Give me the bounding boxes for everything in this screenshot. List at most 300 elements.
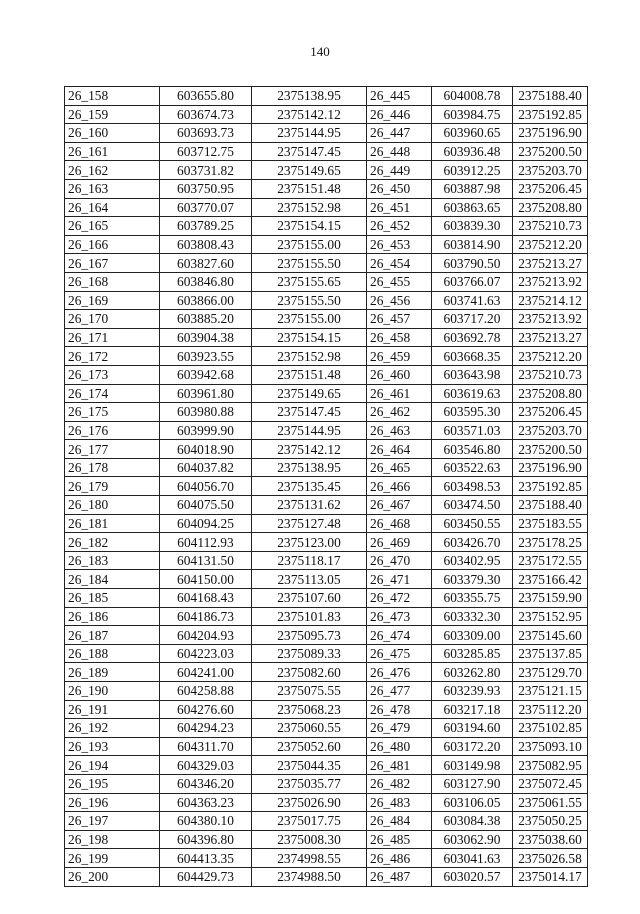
x-coordinate-right-cell: 603106.05 <box>432 793 513 812</box>
table-row <box>65 533 588 552</box>
x-coordinate-right-cell: 603127.90 <box>432 774 513 793</box>
point-id-left-cell: 26_176 <box>65 421 160 440</box>
point-id-right-cell: 26_453 <box>367 235 432 254</box>
point-id-left-cell: 26_194 <box>65 756 160 775</box>
x-coordinate-right-cell: 603887.98 <box>432 179 513 198</box>
point-id-left-cell: 26_192 <box>65 719 160 738</box>
table-row <box>65 365 588 384</box>
y-coordinate-left-cell: 2375138.95 <box>252 458 367 477</box>
y-coordinate-right-cell: 2375200.50 <box>513 142 588 161</box>
x-coordinate-right-cell: 603309.00 <box>432 626 513 645</box>
y-coordinate-right-cell: 2375026.58 <box>513 849 588 868</box>
y-coordinate-left-cell: 2375147.45 <box>252 142 367 161</box>
y-coordinate-left-cell: 2375127.48 <box>252 514 367 533</box>
point-id-right-cell: 26_481 <box>367 756 432 775</box>
y-coordinate-right-cell: 2375203.70 <box>513 161 588 180</box>
x-coordinate-right-cell: 603262.80 <box>432 663 513 682</box>
x-coordinate-left-cell: 604346.20 <box>160 774 252 793</box>
x-coordinate-right-cell: 603426.70 <box>432 533 513 552</box>
point-id-right-cell: 26_482 <box>367 774 432 793</box>
table-row <box>65 217 588 236</box>
x-coordinate-left-cell: 603808.43 <box>160 235 252 254</box>
point-id-right-cell: 26_457 <box>367 310 432 329</box>
x-coordinate-left-cell: 603923.55 <box>160 347 252 366</box>
point-id-left-cell: 26_172 <box>65 347 160 366</box>
table-row <box>65 663 588 682</box>
table-row <box>65 421 588 440</box>
x-coordinate-right-cell: 603741.63 <box>432 291 513 310</box>
table-row <box>65 254 588 273</box>
table-row <box>65 235 588 254</box>
y-coordinate-right-cell: 2375210.73 <box>513 365 588 384</box>
point-id-left-cell: 26_158 <box>65 87 160 106</box>
x-coordinate-right-cell: 603984.75 <box>432 105 513 124</box>
point-id-right-cell: 26_483 <box>367 793 432 812</box>
x-coordinate-right-cell: 603194.60 <box>432 719 513 738</box>
x-coordinate-left-cell: 604037.82 <box>160 458 252 477</box>
table-row <box>65 830 588 849</box>
page-number: 140 <box>310 44 330 59</box>
table-row <box>65 458 588 477</box>
table-row <box>65 570 588 589</box>
table-row <box>65 551 588 570</box>
y-coordinate-right-cell: 2375072.45 <box>513 774 588 793</box>
x-coordinate-left-cell: 604094.25 <box>160 514 252 533</box>
y-coordinate-right-cell: 2375178.25 <box>513 533 588 552</box>
point-id-right-cell: 26_485 <box>367 830 432 849</box>
point-id-right-cell: 26_484 <box>367 812 432 831</box>
point-id-right-cell: 26_473 <box>367 607 432 626</box>
y-coordinate-left-cell: 2375118.17 <box>252 551 367 570</box>
table-row <box>65 291 588 310</box>
y-coordinate-left-cell: 2375144.95 <box>252 124 367 143</box>
point-id-right-cell: 26_470 <box>367 551 432 570</box>
x-coordinate-left-cell: 603827.60 <box>160 254 252 273</box>
point-id-left-cell: 26_180 <box>65 496 160 515</box>
coordinates-table <box>64 86 588 887</box>
point-id-left-cell: 26_169 <box>65 291 160 310</box>
point-id-left-cell: 26_167 <box>65 254 160 273</box>
point-id-left-cell: 26_177 <box>65 440 160 459</box>
y-coordinate-right-cell: 2375200.50 <box>513 440 588 459</box>
point-id-right-cell: 26_461 <box>367 384 432 403</box>
point-id-left-cell: 26_161 <box>65 142 160 161</box>
x-coordinate-right-cell: 603084.38 <box>432 812 513 831</box>
y-coordinate-right-cell: 2375196.90 <box>513 124 588 143</box>
x-coordinate-right-cell: 603936.48 <box>432 142 513 161</box>
x-coordinate-left-cell: 604112.93 <box>160 533 252 552</box>
x-coordinate-left-cell: 604363.23 <box>160 793 252 812</box>
y-coordinate-right-cell: 2375192.85 <box>513 105 588 124</box>
y-coordinate-left-cell: 2375008.30 <box>252 830 367 849</box>
point-id-right-cell: 26_449 <box>367 161 432 180</box>
point-id-right-cell: 26_460 <box>367 365 432 384</box>
x-coordinate-right-cell: 603619.63 <box>432 384 513 403</box>
x-coordinate-right-cell: 603498.53 <box>432 477 513 496</box>
y-coordinate-right-cell: 2375196.90 <box>513 458 588 477</box>
table-row <box>65 774 588 793</box>
y-coordinate-right-cell: 2375093.10 <box>513 737 588 756</box>
y-coordinate-left-cell: 2375155.65 <box>252 272 367 291</box>
x-coordinate-left-cell: 604380.10 <box>160 812 252 831</box>
x-coordinate-right-cell: 603020.57 <box>432 867 513 886</box>
x-coordinate-left-cell: 604018.90 <box>160 440 252 459</box>
x-coordinate-left-cell: 604204.93 <box>160 626 252 645</box>
x-coordinate-left-cell: 604131.50 <box>160 551 252 570</box>
y-coordinate-left-cell: 2375135.45 <box>252 477 367 496</box>
point-id-right-cell: 26_478 <box>367 700 432 719</box>
x-coordinate-left-cell: 603885.20 <box>160 310 252 329</box>
table-row <box>65 310 588 329</box>
y-coordinate-right-cell: 2375214.12 <box>513 291 588 310</box>
y-coordinate-left-cell: 2375068.23 <box>252 700 367 719</box>
y-coordinate-left-cell: 2375082.60 <box>252 663 367 682</box>
point-id-left-cell: 26_163 <box>65 179 160 198</box>
y-coordinate-right-cell: 2375050.25 <box>513 812 588 831</box>
x-coordinate-left-cell: 603750.95 <box>160 179 252 198</box>
x-coordinate-left-cell: 603980.88 <box>160 403 252 422</box>
y-coordinate-left-cell: 2375017.75 <box>252 812 367 831</box>
x-coordinate-right-cell: 603450.55 <box>432 514 513 533</box>
y-coordinate-right-cell: 2375102.85 <box>513 719 588 738</box>
y-coordinate-right-cell: 2375208.80 <box>513 384 588 403</box>
point-id-right-cell: 26_477 <box>367 682 432 701</box>
x-coordinate-left-cell: 603961.80 <box>160 384 252 403</box>
point-id-right-cell: 26_467 <box>367 496 432 515</box>
point-id-right-cell: 26_476 <box>367 663 432 682</box>
x-coordinate-right-cell: 603595.30 <box>432 403 513 422</box>
point-id-right-cell: 26_474 <box>367 626 432 645</box>
point-id-left-cell: 26_166 <box>65 235 160 254</box>
y-coordinate-right-cell: 2375129.70 <box>513 663 588 682</box>
x-coordinate-left-cell: 603712.75 <box>160 142 252 161</box>
x-coordinate-left-cell: 603942.68 <box>160 365 252 384</box>
point-id-left-cell: 26_170 <box>65 310 160 329</box>
table-row <box>65 514 588 533</box>
x-coordinate-left-cell: 604168.43 <box>160 589 252 608</box>
point-id-right-cell: 26_472 <box>367 589 432 608</box>
x-coordinate-right-cell: 603062.90 <box>432 830 513 849</box>
y-coordinate-left-cell: 2375149.65 <box>252 161 367 180</box>
x-coordinate-left-cell: 604186.73 <box>160 607 252 626</box>
table-row <box>65 607 588 626</box>
x-coordinate-left-cell: 603866.00 <box>160 291 252 310</box>
point-id-left-cell: 26_196 <box>65 793 160 812</box>
x-coordinate-left-cell: 604075.50 <box>160 496 252 515</box>
point-id-left-cell: 26_200 <box>65 867 160 886</box>
y-coordinate-left-cell: 2375152.98 <box>252 198 367 217</box>
point-id-right-cell: 26_471 <box>367 570 432 589</box>
y-coordinate-left-cell: 2375113.05 <box>252 570 367 589</box>
table-row <box>65 87 588 106</box>
x-coordinate-left-cell: 604258.88 <box>160 682 252 701</box>
x-coordinate-left-cell: 603789.25 <box>160 217 252 236</box>
x-coordinate-right-cell: 603863.65 <box>432 198 513 217</box>
point-id-right-cell: 26_451 <box>367 198 432 217</box>
table-row <box>65 105 588 124</box>
x-coordinate-right-cell: 603217.18 <box>432 700 513 719</box>
x-coordinate-right-cell: 603172.20 <box>432 737 513 756</box>
point-id-left-cell: 26_160 <box>65 124 160 143</box>
x-coordinate-left-cell: 604413.35 <box>160 849 252 868</box>
y-coordinate-left-cell: 2375147.45 <box>252 403 367 422</box>
point-id-left-cell: 26_165 <box>65 217 160 236</box>
y-coordinate-right-cell: 2375159.90 <box>513 589 588 608</box>
x-coordinate-left-cell: 604223.03 <box>160 644 252 663</box>
y-coordinate-left-cell: 2375155.50 <box>252 291 367 310</box>
x-coordinate-left-cell: 603693.73 <box>160 124 252 143</box>
x-coordinate-right-cell: 603839.30 <box>432 217 513 236</box>
x-coordinate-right-cell: 603814.90 <box>432 235 513 254</box>
point-id-left-cell: 26_187 <box>65 626 160 645</box>
x-coordinate-left-cell: 604329.03 <box>160 756 252 775</box>
y-coordinate-left-cell: 2375138.95 <box>252 87 367 106</box>
point-id-left-cell: 26_191 <box>65 700 160 719</box>
point-id-left-cell: 26_173 <box>65 365 160 384</box>
point-id-left-cell: 26_168 <box>65 272 160 291</box>
point-id-right-cell: 26_463 <box>367 421 432 440</box>
y-coordinate-right-cell: 2375112.20 <box>513 700 588 719</box>
y-coordinate-right-cell: 2375192.85 <box>513 477 588 496</box>
y-coordinate-left-cell: 2375107.60 <box>252 589 367 608</box>
y-coordinate-left-cell: 2375026.90 <box>252 793 367 812</box>
point-id-right-cell: 26_448 <box>367 142 432 161</box>
table-row <box>65 737 588 756</box>
x-coordinate-left-cell: 604276.60 <box>160 700 252 719</box>
y-coordinate-left-cell: 2375052.60 <box>252 737 367 756</box>
x-coordinate-left-cell: 603999.90 <box>160 421 252 440</box>
x-coordinate-right-cell: 603332.30 <box>432 607 513 626</box>
y-coordinate-right-cell: 2375213.27 <box>513 254 588 273</box>
y-coordinate-right-cell: 2375183.55 <box>513 514 588 533</box>
table-row <box>65 682 588 701</box>
point-id-left-cell: 26_189 <box>65 663 160 682</box>
table-row <box>65 477 588 496</box>
x-coordinate-right-cell: 603379.30 <box>432 570 513 589</box>
point-id-right-cell: 26_486 <box>367 849 432 868</box>
x-coordinate-left-cell: 604294.23 <box>160 719 252 738</box>
table-row <box>65 793 588 812</box>
y-coordinate-right-cell: 2375213.27 <box>513 328 588 347</box>
x-coordinate-right-cell: 603790.50 <box>432 254 513 273</box>
coordinates-table-body <box>65 87 588 887</box>
table-row <box>65 867 588 886</box>
table-row <box>65 644 588 663</box>
y-coordinate-left-cell: 2375101.83 <box>252 607 367 626</box>
table-row <box>65 142 588 161</box>
y-coordinate-left-cell: 2375151.48 <box>252 365 367 384</box>
y-coordinate-left-cell: 2375131.62 <box>252 496 367 515</box>
y-coordinate-right-cell: 2375038.60 <box>513 830 588 849</box>
x-coordinate-right-cell: 603239.93 <box>432 682 513 701</box>
point-id-right-cell: 26_446 <box>367 105 432 124</box>
y-coordinate-right-cell: 2375061.55 <box>513 793 588 812</box>
point-id-left-cell: 26_183 <box>65 551 160 570</box>
table-row <box>65 272 588 291</box>
table-row <box>65 849 588 868</box>
y-coordinate-left-cell: 2374988.50 <box>252 867 367 886</box>
point-id-right-cell: 26_480 <box>367 737 432 756</box>
y-coordinate-right-cell: 2375166.42 <box>513 570 588 589</box>
x-coordinate-left-cell: 603655.80 <box>160 87 252 106</box>
point-id-left-cell: 26_162 <box>65 161 160 180</box>
x-coordinate-right-cell: 603522.63 <box>432 458 513 477</box>
table-row <box>65 589 588 608</box>
y-coordinate-right-cell: 2375172.55 <box>513 551 588 570</box>
x-coordinate-right-cell: 603474.50 <box>432 496 513 515</box>
y-coordinate-left-cell: 2375095.73 <box>252 626 367 645</box>
point-id-right-cell: 26_469 <box>367 533 432 552</box>
point-id-right-cell: 26_466 <box>367 477 432 496</box>
y-coordinate-right-cell: 2375137.85 <box>513 644 588 663</box>
y-coordinate-left-cell: 2375155.00 <box>252 235 367 254</box>
x-coordinate-right-cell: 603717.20 <box>432 310 513 329</box>
x-coordinate-left-cell: 603846.80 <box>160 272 252 291</box>
point-id-left-cell: 26_188 <box>65 644 160 663</box>
y-coordinate-left-cell: 2375044.35 <box>252 756 367 775</box>
y-coordinate-left-cell: 2375155.00 <box>252 310 367 329</box>
point-id-left-cell: 26_190 <box>65 682 160 701</box>
x-coordinate-left-cell: 603731.82 <box>160 161 252 180</box>
point-id-right-cell: 26_454 <box>367 254 432 273</box>
point-id-left-cell: 26_185 <box>65 589 160 608</box>
y-coordinate-left-cell: 2375151.48 <box>252 179 367 198</box>
table-row <box>65 496 588 515</box>
x-coordinate-right-cell: 603355.75 <box>432 589 513 608</box>
point-id-left-cell: 26_179 <box>65 477 160 496</box>
point-id-left-cell: 26_182 <box>65 533 160 552</box>
table-row <box>65 812 588 831</box>
table-row <box>65 626 588 645</box>
table-row <box>65 328 588 347</box>
y-coordinate-right-cell: 2375210.73 <box>513 217 588 236</box>
point-id-left-cell: 26_159 <box>65 105 160 124</box>
x-coordinate-right-cell: 603766.07 <box>432 272 513 291</box>
point-id-right-cell: 26_450 <box>367 179 432 198</box>
point-id-left-cell: 26_186 <box>65 607 160 626</box>
y-coordinate-right-cell: 2375188.40 <box>513 87 588 106</box>
y-coordinate-right-cell: 2375152.95 <box>513 607 588 626</box>
point-id-right-cell: 26_455 <box>367 272 432 291</box>
table-row <box>65 384 588 403</box>
y-coordinate-left-cell: 2375075.55 <box>252 682 367 701</box>
point-id-left-cell: 26_197 <box>65 812 160 831</box>
y-coordinate-right-cell: 2375188.40 <box>513 496 588 515</box>
point-id-right-cell: 26_468 <box>367 514 432 533</box>
table-row <box>65 161 588 180</box>
point-id-right-cell: 26_464 <box>367 440 432 459</box>
y-coordinate-left-cell: 2375155.50 <box>252 254 367 273</box>
point-id-right-cell: 26_445 <box>367 87 432 106</box>
point-id-right-cell: 26_452 <box>367 217 432 236</box>
y-coordinate-left-cell: 2375154.15 <box>252 328 367 347</box>
table-row <box>65 719 588 738</box>
x-coordinate-right-cell: 603692.78 <box>432 328 513 347</box>
table-row <box>65 700 588 719</box>
table-row <box>65 179 588 198</box>
y-coordinate-left-cell: 2375123.00 <box>252 533 367 552</box>
y-coordinate-right-cell: 2375014.17 <box>513 867 588 886</box>
point-id-right-cell: 26_487 <box>367 867 432 886</box>
y-coordinate-right-cell: 2375208.80 <box>513 198 588 217</box>
y-coordinate-left-cell: 2375060.55 <box>252 719 367 738</box>
x-coordinate-right-cell: 603402.95 <box>432 551 513 570</box>
x-coordinate-left-cell: 604241.00 <box>160 663 252 682</box>
table-row <box>65 403 588 422</box>
x-coordinate-right-cell: 604008.78 <box>432 87 513 106</box>
y-coordinate-left-cell: 2375035.77 <box>252 774 367 793</box>
point-id-right-cell: 26_447 <box>367 124 432 143</box>
y-coordinate-right-cell: 2375206.45 <box>513 403 588 422</box>
x-coordinate-right-cell: 603668.35 <box>432 347 513 366</box>
y-coordinate-left-cell: 2375152.98 <box>252 347 367 366</box>
y-coordinate-left-cell: 2375154.15 <box>252 217 367 236</box>
point-id-left-cell: 26_195 <box>65 774 160 793</box>
x-coordinate-left-cell: 604150.00 <box>160 570 252 589</box>
y-coordinate-left-cell: 2375142.12 <box>252 105 367 124</box>
x-coordinate-right-cell: 603912.25 <box>432 161 513 180</box>
x-coordinate-left-cell: 604056.70 <box>160 477 252 496</box>
y-coordinate-right-cell: 2375082.95 <box>513 756 588 775</box>
y-coordinate-left-cell: 2375149.65 <box>252 384 367 403</box>
point-id-left-cell: 26_184 <box>65 570 160 589</box>
x-coordinate-right-cell: 603643.98 <box>432 365 513 384</box>
x-coordinate-right-cell: 603041.63 <box>432 849 513 868</box>
x-coordinate-left-cell: 604396.80 <box>160 830 252 849</box>
point-id-left-cell: 26_193 <box>65 737 160 756</box>
point-id-right-cell: 26_479 <box>367 719 432 738</box>
point-id-left-cell: 26_198 <box>65 830 160 849</box>
x-coordinate-left-cell: 603674.73 <box>160 105 252 124</box>
x-coordinate-left-cell: 603770.07 <box>160 198 252 217</box>
y-coordinate-right-cell: 2375203.70 <box>513 421 588 440</box>
point-id-left-cell: 26_181 <box>65 514 160 533</box>
x-coordinate-right-cell: 603546.80 <box>432 440 513 459</box>
y-coordinate-right-cell: 2375212.20 <box>513 347 588 366</box>
x-coordinate-left-cell: 604429.73 <box>160 867 252 886</box>
y-coordinate-right-cell: 2375212.20 <box>513 235 588 254</box>
point-id-right-cell: 26_456 <box>367 291 432 310</box>
y-coordinate-right-cell: 2375145.60 <box>513 626 588 645</box>
x-coordinate-right-cell: 603571.03 <box>432 421 513 440</box>
point-id-right-cell: 26_458 <box>367 328 432 347</box>
x-coordinate-right-cell: 603285.85 <box>432 644 513 663</box>
point-id-right-cell: 26_459 <box>367 347 432 366</box>
table-row <box>65 198 588 217</box>
y-coordinate-right-cell: 2375206.45 <box>513 179 588 198</box>
x-coordinate-left-cell: 603904.38 <box>160 328 252 347</box>
x-coordinate-right-cell: 603149.98 <box>432 756 513 775</box>
point-id-right-cell: 26_465 <box>367 458 432 477</box>
y-coordinate-left-cell: 2374998.55 <box>252 849 367 868</box>
table-row <box>65 440 588 459</box>
x-coordinate-right-cell: 603960.65 <box>432 124 513 143</box>
point-id-left-cell: 26_199 <box>65 849 160 868</box>
point-id-left-cell: 26_178 <box>65 458 160 477</box>
table-row <box>65 347 588 366</box>
point-id-left-cell: 26_174 <box>65 384 160 403</box>
point-id-right-cell: 26_462 <box>367 403 432 422</box>
y-coordinate-left-cell: 2375089.33 <box>252 644 367 663</box>
y-coordinate-right-cell: 2375213.92 <box>513 310 588 329</box>
x-coordinate-left-cell: 604311.70 <box>160 737 252 756</box>
table-row <box>65 756 588 775</box>
point-id-left-cell: 26_175 <box>65 403 160 422</box>
point-id-left-cell: 26_164 <box>65 198 160 217</box>
y-coordinate-left-cell: 2375142.12 <box>252 440 367 459</box>
y-coordinate-right-cell: 2375213.92 <box>513 272 588 291</box>
point-id-right-cell: 26_475 <box>367 644 432 663</box>
